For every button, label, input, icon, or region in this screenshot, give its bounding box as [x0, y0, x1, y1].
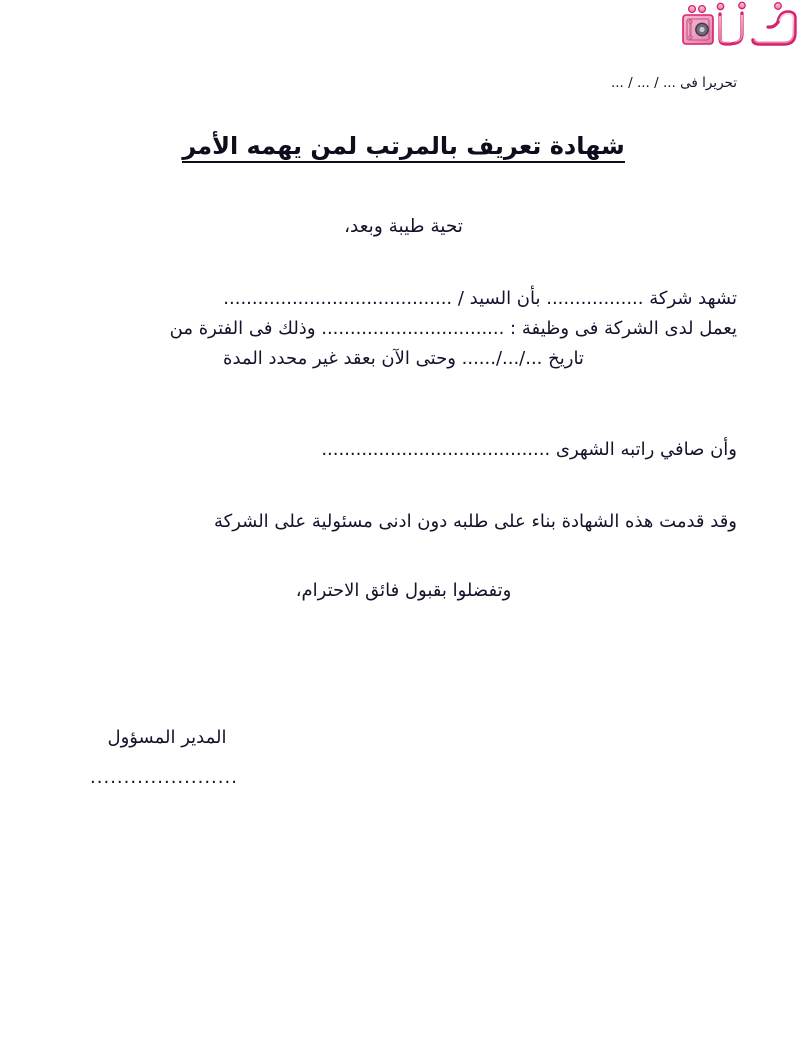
signature-line: ...................... — [90, 767, 238, 788]
safe-vault-icon — [683, 6, 713, 44]
body-paragraph — [70, 284, 737, 374]
letter-noon — [717, 3, 731, 44]
khazna-wordmark — [680, 0, 805, 48]
greeting-line: تحية طيبة وبعد، — [344, 216, 463, 237]
signature-block — [47, 723, 287, 793]
salary-line: وأن صافي راتبه الشهرى ........................................ — [321, 439, 737, 460]
letter-zain — [733, 2, 745, 43]
signature-title: المدير المسؤول — [107, 727, 227, 748]
page-title-text: شهادة تعريف بالمرتب لمن يهمه الأمر — [182, 133, 624, 163]
khazna-logo-svg — [680, 0, 805, 48]
body-line-2: يعمل لدى الشركة فى وظيفة : ................................ وذلك فى الفترة من — [169, 318, 737, 339]
body-line-3: تاريخ .../.../...... وحتى الآن بعقد غير محدد المدة — [223, 348, 584, 369]
date-line: تحريرا فى ... / ... / ... — [610, 75, 737, 91]
body-line-1: تشهد شركة ................. بأن السيد / ........................................ — [223, 288, 737, 309]
closing-line: وتفضلوا بقبول فائق الاحترام، — [295, 580, 512, 601]
purpose-line: وقد قدمت هذه الشهادة بناء على طلبه دون ادنى مسئولية على الشركة — [213, 511, 737, 532]
page-title — [0, 132, 807, 163]
khazna-logo — [680, 0, 805, 48]
letter-kha — [753, 3, 795, 44]
